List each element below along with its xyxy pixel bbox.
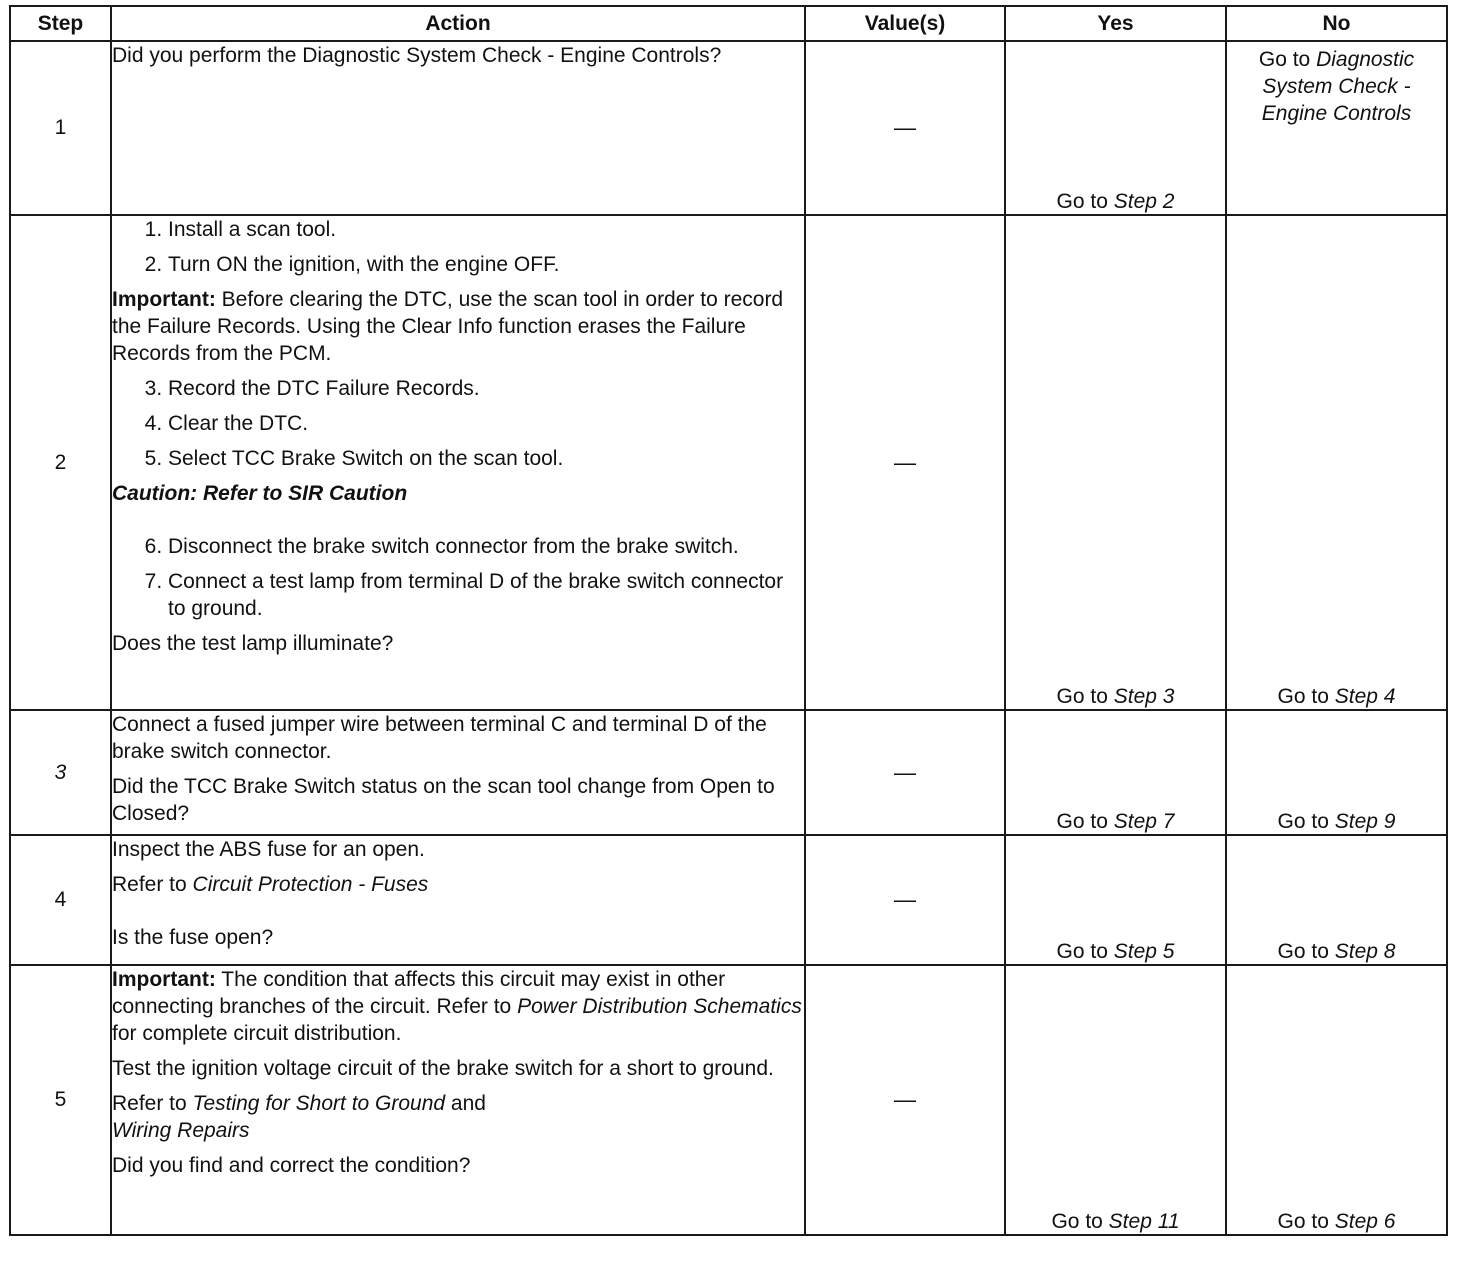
header-yes: Yes (1005, 6, 1226, 41)
goto-step-link[interactable]: Step 9 (1334, 810, 1396, 833)
action-cell (111, 965, 805, 1235)
procedure-step: 5. Select TCC Brake Switch on the scan tool. (168, 445, 804, 472)
goto-step-link[interactable]: Step 11 (1108, 1210, 1180, 1233)
refer-prefix: Refer to (112, 873, 193, 896)
header-step: Step (10, 6, 111, 41)
important-label: Important: (112, 968, 216, 991)
goto-prefix: Go to (1277, 940, 1335, 963)
table-row-step-2 (10, 215, 1447, 710)
yes-cell (1005, 41, 1226, 215)
table-row-step-1 (10, 41, 1447, 215)
action-text: Test the ignition voltage circuit of the brake switch for a short to ground. (112, 1057, 774, 1080)
refer-line (112, 1090, 804, 1144)
goto-prefix: Go to (1056, 685, 1114, 708)
important-label: Important: (112, 288, 216, 311)
caution-note: Caution: Refer to SIR Caution (112, 482, 408, 505)
important-text: Before clearing the DTC, use the scan tool in order to record the Failure Records. Using the Clear Info function erases the Failure Records from the PCM. (112, 288, 784, 365)
header-no: No (1226, 6, 1447, 41)
step-number: 5 (10, 965, 111, 1235)
yes-cell (1005, 965, 1226, 1235)
goto-step-link[interactable]: Step 3 (1113, 685, 1175, 708)
important-note (112, 966, 804, 1020)
important-text: The condition that affects this circuit may exist in other connecting branches of the circuit. Refer to (112, 968, 726, 1018)
header-values: Value(s) (805, 6, 1005, 41)
step-number: 4 (10, 835, 111, 965)
step-number: 2 (10, 215, 111, 710)
short-to-ground-link[interactable]: Testing for Short to Ground (192, 1092, 446, 1115)
action-question: Did you find and correct the condition? (112, 1154, 471, 1177)
procedure-list-c (112, 533, 804, 622)
refer-prefix: Refer to (112, 1092, 193, 1115)
table-row-step-4 (10, 835, 1447, 965)
goto-diagnostic-check-link[interactable]: Diagnostic System Check - Engine Controls (1261, 48, 1415, 125)
action-cell (111, 215, 805, 710)
no-cell (1226, 835, 1447, 965)
goto-prefix: Go to (1056, 940, 1114, 963)
no-cell (1226, 710, 1447, 835)
value-cell: — (805, 41, 1005, 215)
goto-prefix: Go to (1056, 190, 1114, 213)
goto-prefix: Go to (1277, 1210, 1335, 1233)
procedure-step: 3. Record the DTC Failure Records. (168, 375, 804, 402)
step-number: 1 (10, 41, 111, 215)
goto-step-link[interactable]: Step 8 (1334, 940, 1396, 963)
procedure-step: 2. Turn ON the ignition, with the engine OFF. (168, 251, 804, 278)
yes-cell (1005, 835, 1226, 965)
procedure-list-a (112, 216, 804, 278)
value-cell: — (805, 835, 1005, 965)
goto-prefix: Go to (1277, 685, 1335, 708)
procedure-step: 1. Install a scan tool. (168, 216, 804, 243)
important-suffix: for complete circuit distribution. (112, 1022, 402, 1045)
action-question: Did the TCC Brake Switch status on the scan tool change from Open to Closed? (112, 775, 775, 825)
goto-prefix: Go to (1056, 810, 1114, 833)
procedure-step: 7. Connect a test lamp from terminal D of the brake switch connector to ground. (168, 568, 804, 622)
circuit-protection-link[interactable]: Circuit Protection - Fuses (192, 873, 429, 896)
wiring-repairs-link[interactable]: Wiring Repairs (112, 1119, 250, 1142)
goto-prefix: Go to (1258, 48, 1317, 71)
action-text: Inspect the ABS fuse for an open. (112, 838, 425, 861)
goto-step-link[interactable]: Step 5 (1113, 940, 1175, 963)
goto-step-link[interactable]: Step 4 (1334, 685, 1396, 708)
table-row-step-3 (10, 710, 1447, 835)
goto-step-link[interactable]: Step 7 (1113, 810, 1175, 833)
value-cell: — (805, 215, 1005, 710)
power-distribution-link[interactable]: Power Distribution Schematics (517, 995, 802, 1018)
action-question: Does the test lamp illuminate? (112, 632, 394, 655)
goto-step-link[interactable]: Step 2 (1113, 190, 1175, 213)
yes-cell (1005, 215, 1226, 710)
goto-step-link[interactable]: Step 6 (1334, 1210, 1396, 1233)
action-question: Is the fuse open? (112, 926, 274, 949)
value-cell: — (805, 710, 1005, 835)
goto-prefix: Go to (1051, 1210, 1109, 1233)
diagnostic-table (9, 5, 1448, 1236)
goto-prefix: Go to (1277, 810, 1335, 833)
refer-and: and (445, 1092, 486, 1115)
header-row (10, 6, 1447, 41)
procedure-list-b (112, 375, 804, 472)
action-cell (111, 835, 805, 965)
important-note (112, 286, 804, 367)
action-cell (111, 710, 805, 835)
yes-cell (1005, 710, 1226, 835)
step-number: 3 (10, 710, 111, 835)
no-cell (1226, 215, 1447, 710)
action-text: Connect a fused jumper wire between terminal C and terminal D of the brake switch connector. (112, 713, 767, 763)
action-cell (111, 41, 805, 215)
header-action: Action (111, 6, 805, 41)
refer-line (112, 871, 804, 898)
no-cell (1226, 41, 1447, 215)
value-cell: — (805, 965, 1005, 1235)
procedure-step: 6. Disconnect the brake switch connector from the brake switch. (168, 533, 804, 560)
table-row-step-5 (10, 965, 1447, 1235)
procedure-step: 4. Clear the DTC. (168, 410, 804, 437)
action-question: Did you perform the Diagnostic System Check - Engine Controls? (112, 44, 722, 67)
no-cell (1226, 965, 1447, 1235)
